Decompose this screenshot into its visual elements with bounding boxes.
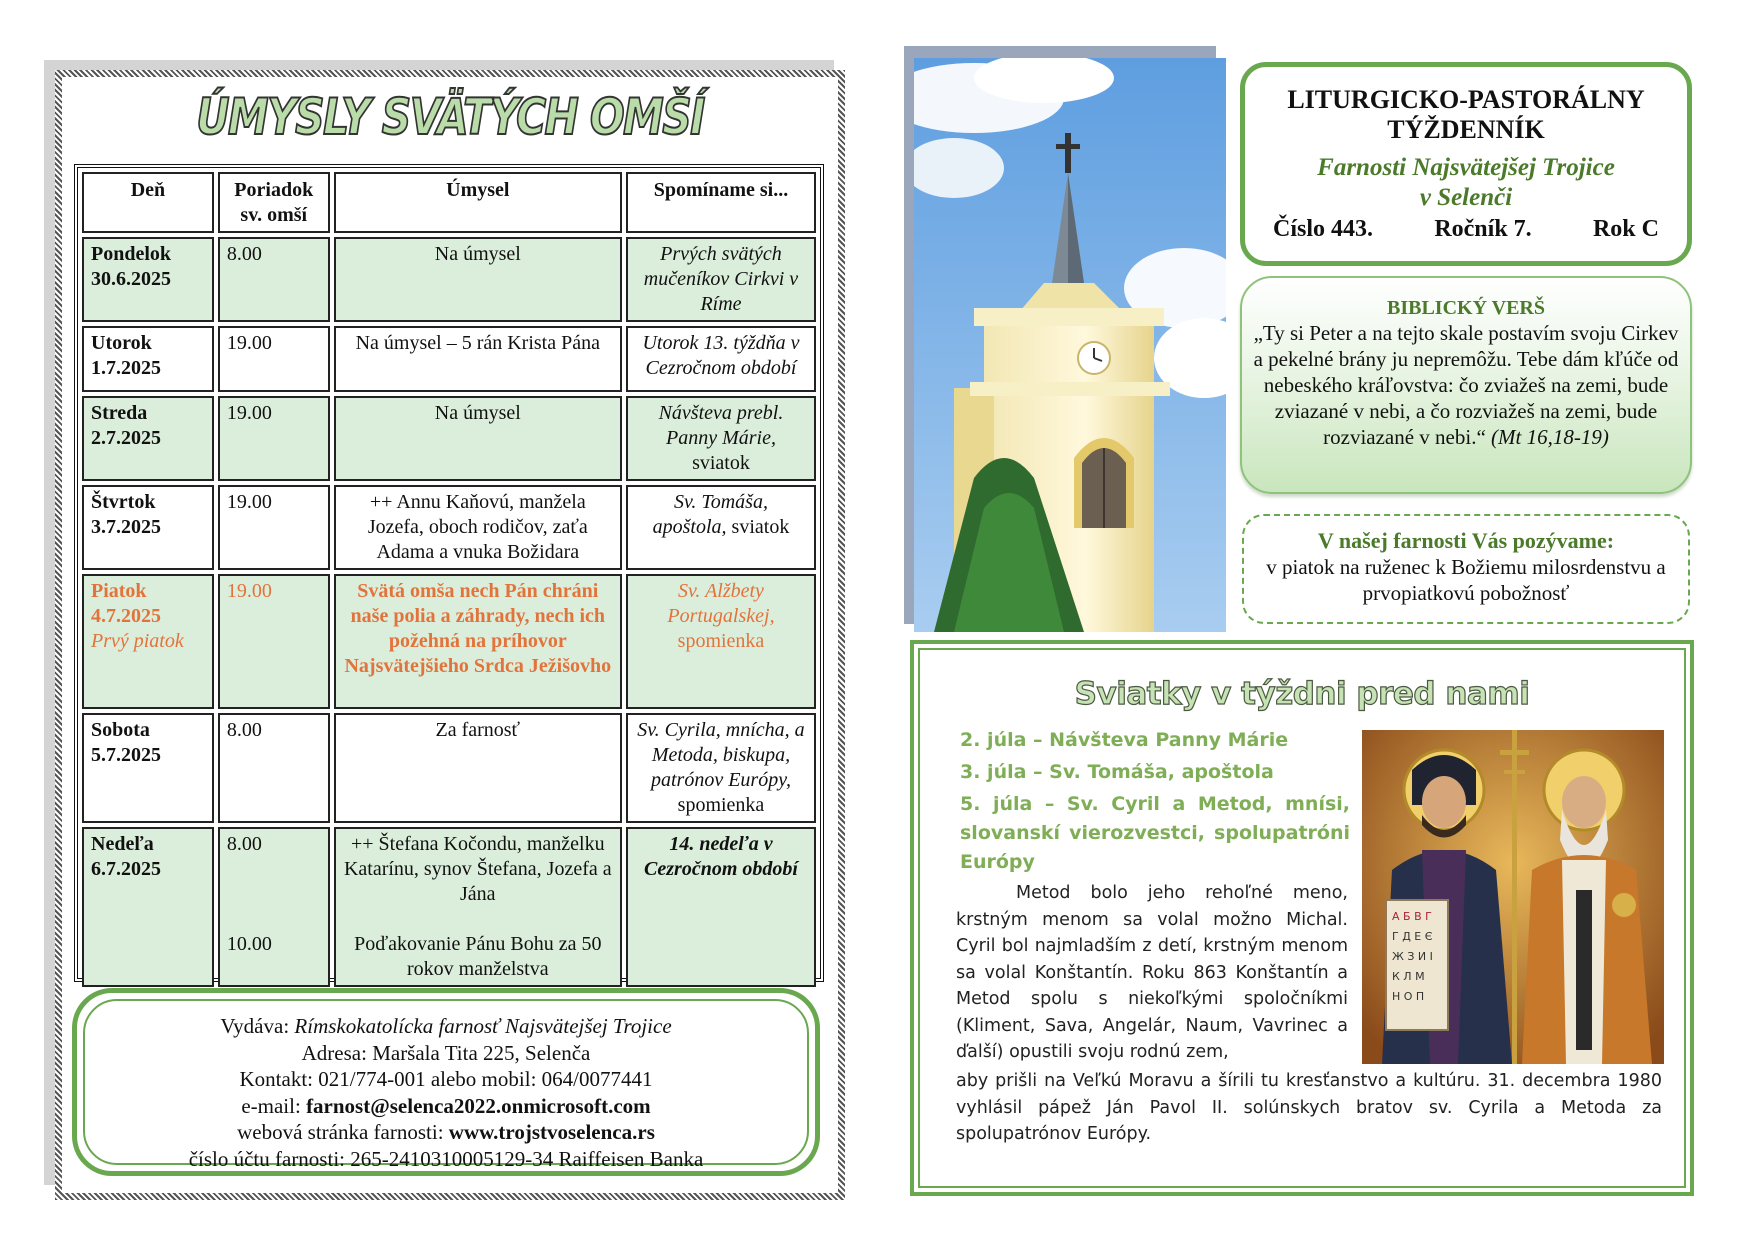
time-cell: 19.00: [218, 574, 330, 709]
intention-cell: Svätá omša nech Pán chráni naše polia a záhrady, nech ich požehná na príhovor Najsvätejšieho Srdca Ježišovho: [334, 574, 622, 709]
feast-item: 2. júla – Návšteva Panny Márie: [960, 729, 1289, 751]
table-row: [82, 237, 816, 322]
scroll-letters: А Б В Г: [1392, 910, 1432, 923]
day-cell: Utorok 1.7.2025: [82, 326, 214, 392]
time-cell: 8.00: [218, 237, 330, 322]
bible-verse-box: [1240, 276, 1692, 494]
remember-cell: 14. nedeľa v Cezročnom období: [626, 827, 816, 987]
remember-cell: Sv. Tomáša, apoštola, sviatok: [626, 485, 816, 570]
header-day: Deň: [82, 172, 214, 233]
publisher-info-text: Vydáva: Rímskokatolícka farnosť Najsvätejšej Trojice Adresa: Maršala Tita 225, Selenča Kontakt: 021/774-001 alebo mobil: 064/0077441 e-mail: farnost@selenca2022.onmicrosoft.com webová stránka farnosti: www.trojstvoselenca.rs číslo účtu farnosti: 265-2410310005129-34 Raiffeisen Banka: [188, 1014, 704, 1171]
table-row: [82, 827, 816, 987]
remember-cell: Prvých svätých mučeníkov Cirkvi v Ríme: [626, 237, 816, 322]
table-row: [82, 396, 816, 481]
bible-verse-title: BIBLICKÝ VERŠ: [1386, 297, 1546, 319]
remember-cell: Návšteva prebl. Panny Márie, sviatok: [626, 396, 816, 481]
day-cell: Štvrtok 3.7.2025: [82, 485, 214, 570]
remember-cell: Sv. Cyrila, mnícha, a Metoda, biskupa, patrónov Európy, spomienka: [626, 713, 816, 823]
issue-number: Číslo 443.: [1273, 216, 1374, 242]
time-cell: 19.00: [218, 396, 330, 481]
table-header-row: [82, 172, 816, 233]
website-link[interactable]: www.trojstvoselenca.rs: [448, 1120, 655, 1144]
issue-volume: Ročník 7.: [1434, 216, 1532, 242]
table-row: [82, 713, 816, 823]
remember-cell: Utorok 13. týždňa v Cezročnom období: [626, 326, 816, 392]
feasts-title: Sviatky v týždni pred nami: [1074, 676, 1530, 712]
church-tower-photo: [914, 58, 1226, 632]
feasts-body-text: Metod bolo jeho rehoľné meno, krstným menom sa volal možno Michal. Cyril bol najmladším z detí, krstným menom sa volal Konštantín. Roku 863 Konštantín a Metod spolu s niekoľkými spoločníkmi (Kliment, Sava, Angelár, Naum, Vavrinec a ďalší) opustili svoju rodnú zem,: [956, 883, 1348, 1062]
church-tower-illustration: [914, 58, 1226, 632]
day-cell: Piatok 4.7.2025 Prvý piatok: [82, 574, 214, 709]
issue-info: [1245, 214, 1687, 244]
parish-name: Farnosti Najsvätejšej Trojice v Selenči: [1317, 154, 1615, 211]
time-cell: 8.00 10.00: [218, 827, 330, 987]
invitation-box: [1242, 514, 1690, 624]
time-cell: 19.00: [218, 485, 330, 570]
mass-intentions-table: [74, 164, 824, 982]
time-cell: 19.00: [218, 326, 330, 392]
day-cell: Streda 2.7.2025: [82, 396, 214, 481]
intention-cell: Na úmysel: [334, 237, 622, 322]
issue-year: Rok C: [1592, 216, 1659, 242]
day-cell: Pondelok 30.6.2025: [82, 237, 214, 322]
newsletter-header: LITURGICKO-PASTORÁLNY TÝŽDENNÍK Farnosti Najsvätejšej Trojice v Selenči Číslo 443. Ročník 7. Rok C: [1240, 62, 1692, 266]
saints-cyril-methodius-icon: [1362, 730, 1664, 1064]
email-link[interactable]: farnost@selenca2022.onmicrosoft.com: [306, 1093, 651, 1118]
table-row: [82, 326, 816, 392]
header-schedule: Poriadok sv. omší: [218, 172, 330, 233]
scroll-letters: Г Д Е Є: [1392, 930, 1433, 943]
bible-verse-text: „Ty si Peter a na tejto skale postavím svoju Cirkev a pekelné brány ju nepremôžu. Tebe dám kľúče od nebeského kráľovstva: čo zviažeš na zemi, bude zviazané v nebi, a čo rozviažeš na zemi, bude rozviazané v nebi.“ (Mt 16,18-19): [1253, 321, 1679, 449]
intention-cell: Za farnosť: [334, 713, 622, 823]
scroll-letters: К Л М: [1392, 970, 1425, 983]
header-remember: Spomíname si...: [626, 172, 816, 233]
feasts-body-text-continued: aby prišli na Veľkú Moravu a šírili tu kresťanstvo a kultúru. 31. decembra 1980 vyhlásil pápež Ján Pavol II. solúnskych bratov sv. Cyrila a Metoda za spolupatrónov Európy.: [956, 1071, 1662, 1144]
remember-cell: Sv. Alžbety Portugalskej, spomienka: [626, 574, 816, 709]
intention-cell: ++ Annu Kaňovú, manžela Jozefa, oboch rodičov, zaťa Adama a vnuka Božidara: [334, 485, 622, 570]
scroll-letters: Ж З И І: [1392, 950, 1433, 963]
intention-cell: Na úmysel: [334, 396, 622, 481]
scroll-letters: Н О П: [1392, 990, 1425, 1003]
feasts-box: [910, 640, 1694, 1196]
invitation-text: v piatok na ruženec k Božiemu milosrdenstvu a prvopiatkovú pobožnosť: [1266, 555, 1666, 605]
publisher-info-box: [72, 988, 820, 1176]
header-intention: Úmysel: [334, 172, 622, 233]
day-cell: Nedeľa 6.7.2025: [82, 827, 214, 987]
intention-cell: ++ Štefana Kočondu, manželku Katarínu, synov Štefana, Jozefa a Jána Poďakovanie Pánu Bohu za 50 rokov manželstva: [334, 827, 622, 987]
day-cell: Sobota 5.7.2025: [82, 713, 214, 823]
invitation-title: V našej farnosti Vás pozývame:: [1317, 528, 1615, 553]
feast-item: 5. júla – Sv. Cyril a Metod, mnísi, slovanskí vierozvestci, spolupatróni Európy: [960, 793, 1350, 873]
intention-cell: Na úmysel – 5 rán Krista Pána: [334, 326, 622, 392]
feast-item: 3. júla – Sv. Tomáša, apoštola: [960, 761, 1274, 783]
time-cell: 8.00: [218, 713, 330, 823]
table-row: [82, 574, 816, 709]
mass-intentions-title: ÚMYSLY SVÄTÝCH OMŠÍ: [196, 88, 704, 146]
table-row: [82, 485, 816, 570]
